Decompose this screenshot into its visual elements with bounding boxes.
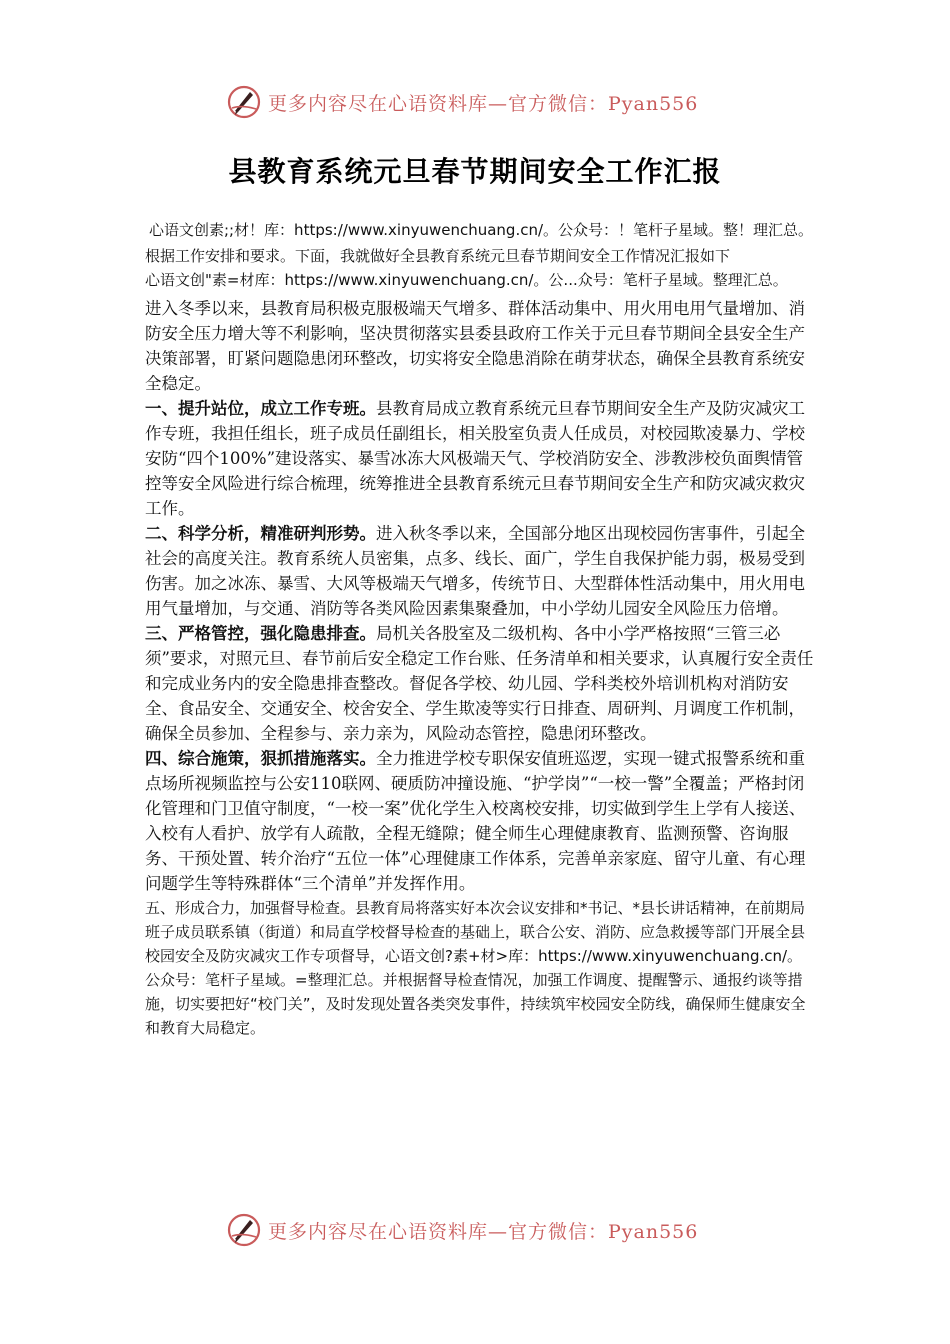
bottom-banner [226, 1210, 698, 1250]
intro-note: 心语文创"素=材库：https://www.xinyuwenchuang.cn/。公...众号：笔杆子星域。整理汇总。 [145, 271, 788, 289]
section-text: 进入秋冬季以来，全国部分地区出现校园伤害事件，引起全社会的高度关注。教育系统人员密集，点多、线长、面广，学生自我保护能力弱，极易受到伤害。加之冰冻、暴雪、大风等极端天气增多，传统节日、大型群体性活动集中，用火用电用气量增加，与交通、消防等各类风险因素集聚叠加，中小学幼儿园安全风险压力倍增。 [145, 524, 805, 618]
document-title: 县教育系统元旦春节期间安全工作汇报 [228, 155, 722, 188]
header-note: 心语文创素;;材！库：https://www.xinyuwenchuang.cn/。公众号：！笔杆子星域。整！理汇总。 [148, 221, 814, 239]
section-paragraph [145, 746, 817, 896]
quill-pen-logo-icon [226, 1212, 262, 1248]
section-five-paragraph: 五、形成合力，加强督导检查。县教育局将落实好本次会议安排和*书记、*县长讲话精神，在前期局班子成员联系镇（街道）和局直学校督导检查的基础上，联合公安、消防、应急救援等部门开展全县校园安全及防灾减灾工作专项督导，心语文创?素+材>库：https://www.xinyuwenchuang.cn/。公众号：笔杆子星域。=整理汇总。并根据督导检查情况，加强工作调度、提醒警示、通报约谈等措施，切实要把好“校门关”，及时发现处置各类突发事件，持续筑牢校园安全防线，确保师生健康安全和教育大局稳定。 [145, 899, 806, 1037]
banner-text: 更多内容尽在心语资料库—官方微信：Pyan556 [268, 92, 699, 115]
section-text: 局机关各股室及二级机构、各中小学严格按照“三管三必须”要求，对照元旦、春节前后安全稳定工作台账、任务清单和相关要求，认真履行安全责任和完成业务内的安全隐患排查整改。督促各学校、幼儿园、学科类校外培训机构对消防安全、食品安全、交通安全、校舍安全、学生欺凌等实行日排查、周研判、月调度工作机制，确保全员参加、全程参与、亲力亲为，风险动态管控，隐患闭环整改。 [145, 624, 814, 743]
section-paragraph [145, 621, 817, 746]
section-heading: 三、严格管控，强化隐患排查。 [145, 624, 376, 643]
section-text: 全力推进学校专职保安值班巡逻，实现一键式报警系统和重点场所视频监控与公安110联网、硬质防冲撞设施、“护学岗”“一校一警”全覆盖；严格封闭化管理和门卫值守制度，“一校一案”优化学生入校离校安排，切实做到学生上学有人接送、入校有人看护、放学有人疏散，全程无缝隙；健全师生心理健康教育、监测预警、咨询服务、干预处置、转介治疗“五位一体”心理健康工作体系，完善单亲家庭、留守儿童、有心理问题学生等特殊群体“三个清单”并发挥作用。 [145, 749, 806, 893]
section-heading: 一、提升站位，成立工作专班。 [145, 399, 376, 418]
section-paragraph [145, 521, 817, 621]
document-body [145, 218, 817, 1040]
section-heading: 二、科学分析，精准研判形势。 [145, 524, 376, 543]
quill-pen-logo-icon [226, 84, 262, 120]
top-banner [226, 82, 698, 122]
section-heading: 四、综合施策，狠抓措施落实。 [145, 749, 376, 768]
intro-line: 根据工作安排和要求。下面，我就做好全县教育系统元旦春节期间安全工作情况汇报如下 [145, 247, 731, 265]
section-paragraph [145, 396, 817, 521]
banner-text: 更多内容尽在心语资料库—官方微信：Pyan556 [268, 1220, 699, 1243]
opening-paragraph: 进入冬季以来，县教育局积极克服极端天气增多、群体活动集中、用火用电用气量增加、消防安全压力增大等不利影响，坚决贯彻落实县委县政府工作关于元旦春节期间全县安全生产决策部署，盯紧问题隐患闭环整改，切实将安全隐患消除在萌芽状态，确保全县教育系统安全稳定。 [145, 299, 805, 393]
section-text: 县教育局成立教育系统元旦春节期间安全生产及防灾减灾工作专班，我担任组长，班子成员任副组长，相关股室负责人任成员，对校园欺凌暴力、学校安防“四个100%”建设落实、暴雪冰冻大风极端天气、学校消防安全、涉教涉校负面舆情管控等安全风险进行综合梳理，统筹推进全县教育系统元旦春节期间安全生产和防灾减灾救灾工作。 [145, 399, 805, 518]
